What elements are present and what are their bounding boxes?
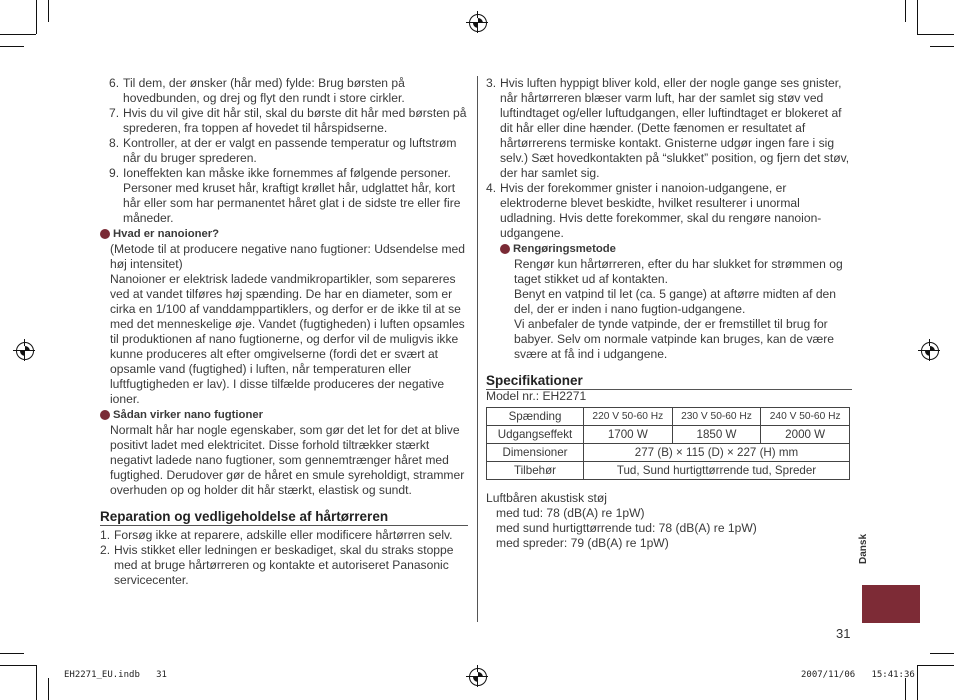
column-divider <box>477 76 478 622</box>
nanoioner-text: (Metode til at producere negative nano fugtioner: Udsendelse med høj intensitet) Nanoioner er elektrisk ladede vandmikropartikler, som separeres ved at vandet tilføres høj spænding. De har en diameter, som er cirka en 1/100 af vanddamppartiklers, og derfor er de ikke til at se med det menneskelige øje. Vandet (fugtigheden) i luften opsamles til produktionen af nano fugtionerne, og derfor vil de muligvis ikke kunne produceres alt efter omgivelserne (fordi det er svært at opsamle vand (fugtighed) i luften, når temperaturen eller luftfugtigheden er lav). I disse tilfælde produceres der negative ioner. <box>110 242 465 406</box>
registration-mark-icon <box>469 668 487 686</box>
list-item: 6. Til dem, der ønsker (hår med) fylde: Brug børsten på hovedbunden, og drej og flyt den rundt i store cirkler. <box>109 76 405 105</box>
registration-mark-icon <box>16 342 34 360</box>
crop-mark <box>930 653 954 654</box>
right-column <box>486 76 852 551</box>
table-row: Udgangseffekt 1700 W 1850 W 2000 W <box>487 426 850 444</box>
list-item: 2. Hvis stikket eller ledningen er beskadiget, skal du straks stoppe med at bruge hårtørreren og kontakte et autoriseret Panasonic servicecenter. <box>100 543 454 587</box>
language-label: Dansk <box>858 533 869 564</box>
bullet-icon <box>100 410 110 420</box>
cleaning-heading: Rengøringsmetode <box>500 242 852 257</box>
language-tab <box>862 585 920 623</box>
spec-table <box>486 407 850 480</box>
table-row: Tilbehør Tud, Sund hurtigttørrende tud, Spreder <box>487 462 850 480</box>
crop-mark <box>0 665 36 666</box>
left-column <box>100 76 468 588</box>
noise-line: med tud: 78 (dB(A) re 1pW) <box>496 506 645 520</box>
bullet-icon <box>100 229 110 239</box>
noise-line: med spreder: 79 (dB(A) re 1pW) <box>496 536 669 550</box>
table-row: Dimensioner 277 (B) × 115 (D) × 227 (H) mm <box>487 444 850 462</box>
list-item: 7. Hvis du vil give dit hår stil, skal du børste dit hår med børsten på sprederen, fra toppen af hovedet til hårspidserne. <box>109 106 467 135</box>
list-item: 9. Ioneffekten kan måske ikke fornemmes af følgende personer. Personer med kruset hår, kraftigt krøllet hår, udglattet hår, kort hår eller som har permanentet håret glat i de sidste tre eller fire måneder. <box>109 166 461 225</box>
crop-mark <box>36 0 37 34</box>
noise-title: Luftbåren akustisk støj <box>486 491 607 505</box>
table-row: Spænding 220 V 50-60 Hz 230 V 50-60 Hz 240 V 50-60 Hz <box>487 408 850 426</box>
crop-mark <box>48 678 49 700</box>
crop-mark <box>930 46 954 47</box>
registration-mark-icon <box>921 342 939 360</box>
cleaning-text: Rengør kun hårtørreren, efter du har slukket for strømmen og taget stikket ud af kontakten. Benyt en vatpind til let (ca. 5 gange) at aftørre midten af den del, der er inden i nano fugtion-udgangene. Vi anbefaler de tynde vatpinde, der er fremstillet til brug for babyer. Selv om normale vatpinde kan bruges, kan de være svære at få ind i udgangene. <box>514 257 843 361</box>
repair-section-title: Reparation og vedligeholdelse af hårtørreren <box>100 509 468 526</box>
spec-section-title: Specifikationer <box>486 373 852 390</box>
page-number: 31 <box>836 626 851 641</box>
crop-mark <box>0 46 24 47</box>
crop-mark <box>36 665 37 700</box>
crop-mark <box>48 0 49 22</box>
crop-mark <box>0 34 36 35</box>
crop-mark <box>905 678 906 700</box>
list-item: 8. Kontroller, at der er valgt en passende temperatur og luftstrøm når du bruger sprederen. <box>109 136 457 165</box>
registration-mark-icon <box>469 14 487 32</box>
footer-timestamp: 2007/11/06 15:41:36 <box>801 670 915 680</box>
crop-mark <box>917 665 954 666</box>
noise-line: med sund hurtigttørrende tud: 78 (dB(A) re 1pW) <box>496 521 757 535</box>
bullet-icon <box>500 244 510 254</box>
nanoioner-heading: Hvad er nanoioner? <box>100 227 468 242</box>
crop-mark <box>917 34 954 35</box>
list-item: 3. Hvis luften hyppigt bliver kold, eller der nogle gange ses gnister, når hårtørreren blæser varm luft, har der samlet sig støv ved luftindtaget og/eller luftudgangen, eller luftindtaget er blokeret af dit hår eller dine hænder. (Dette fænomen er resultatet af hårtørrerens termiske kontakt. Gnisterne udgør ingen fare i sig selv.) Sæt hovedkontakten på “slukket” position, og fjern det støv, der har samlet sig. <box>486 76 850 180</box>
virker-text: Normalt hår har nogle egenskaber, som gør det let for det at blive positivt ladet med elektricitet. Disse forhold tiltrækker stærkt negativt ladede nano fugtioner, som gennemtrænger håret med fugtighed. Derudover gør de håret en smule syreholdigt, strammer overhuden op og holder dit hår stærkt, elastisk og sundt. <box>110 423 465 497</box>
crop-mark <box>0 653 24 654</box>
virker-heading: Sådan virker nano fugtioner <box>100 408 468 423</box>
crop-mark <box>905 0 906 22</box>
footer-file: EH2271_EU.indb 31 <box>64 670 167 680</box>
list-item: 1. Forsøg ikke at reparere, adskille eller modificere hårtørren selv. <box>100 528 453 542</box>
list-item: 4. Hvis der forekommer gnister i nanoion-udgangene, er elektroderne blevet beskidte, hvilket resulterer i unormal udladning. Hvis dette forekommer, skal du rengøre nanoion-udgangene. <box>486 181 822 240</box>
model-number: Model nr.: EH2271 <box>486 389 587 403</box>
crop-mark <box>917 0 918 34</box>
crop-mark <box>917 665 918 700</box>
